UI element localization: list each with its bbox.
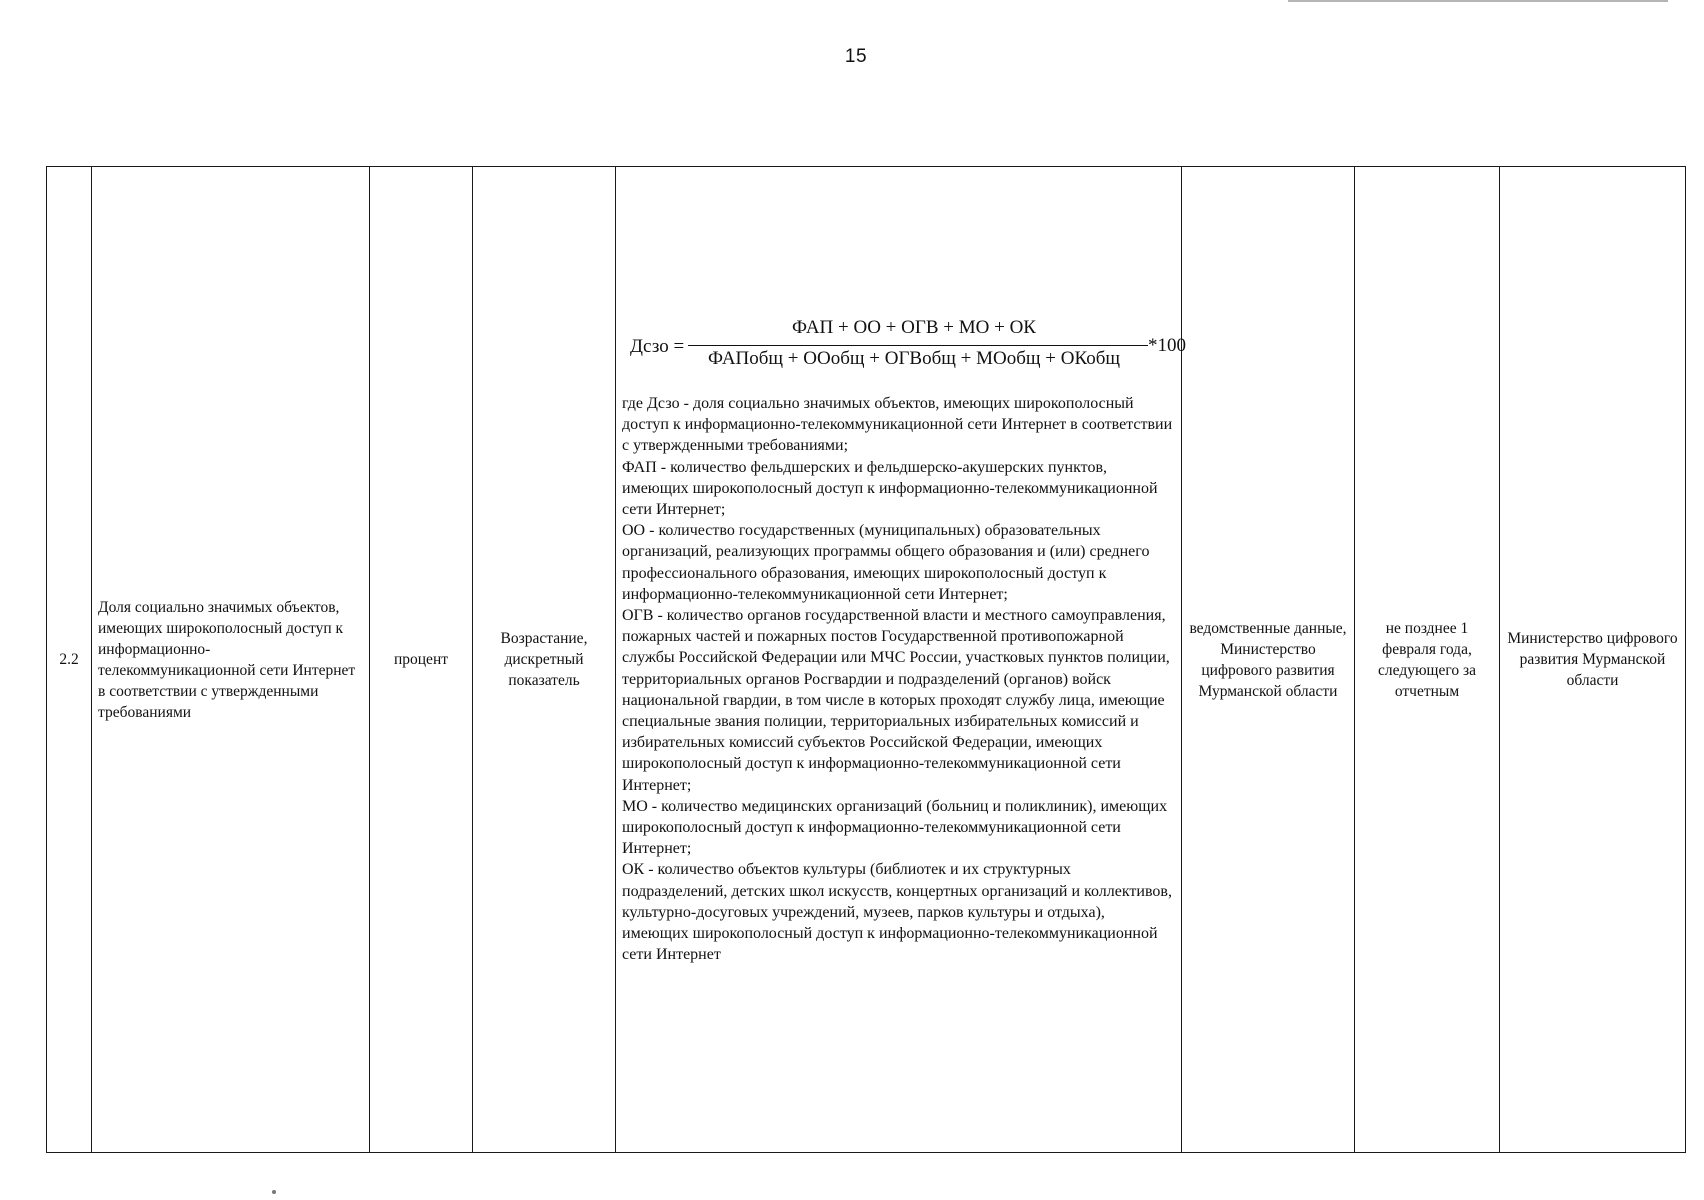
formula-definitions	[622, 393, 1175, 965]
page-number: 15	[844, 46, 868, 67]
definition-paragraph: МО - количество медицинских организаций (больниц и поликлиник), имеющих широкополосный доступ к информационно-телекоммуникационной сети Интернет;	[622, 797, 1168, 858]
indicator-table	[46, 166, 1686, 1153]
definition-paragraph: ОК - количество объектов культуры (библиотек и их структурных подразделений, детских школ искусств, концертных организаций и коллективов, культурно-досуговых учреждений, музеев, парков культуры и отдыха), имеющих широкополосный доступ к информационно-телекоммуникационной сети Интернет	[622, 861, 1172, 964]
deadline-cell: не позднее 1 февраля года, следующего за отчетным	[1355, 167, 1500, 1153]
formula	[630, 317, 1184, 377]
formula-lhs: Дсзо =	[630, 336, 685, 357]
indicator-name-cell: Доля социально значимых объектов, имеющих широкополосный доступ к информационно-телекоммуникационной сети Интернет в соответствии с утвержденными требованиями	[92, 167, 370, 1153]
definition-paragraph: ОГВ - количество органов государственной власти и местного самоуправления, пожарных частей и пожарных постов Государственной противопожарной службы Российской Федерации или МЧС России, участковых пунктов полиции, территориальных органов Росгвардии и подразделений (органов) войск национальной гвардии, в том числе в которых проходят службу лица, имеющие специальные звания полиции, территориальных избирательных комиссий и избирательных комиссий субъектов Российской Федерации, имеющих широкополосный доступ к информационно-телекоммуникационной сети Интернет;	[622, 607, 1170, 794]
data-source-cell: ведомственные данные, Министерство цифрового развития Мурманской области	[1182, 167, 1355, 1153]
scan-edge-mark	[1288, 0, 1668, 2]
formula-numerator: ФАП + ОО + ОГВ + МО + ОК	[792, 317, 1036, 338]
definition-paragraph: ОО - количество государственных (муниципальных) образовательных организаций, реализующих программы общего образования и (или) среднего профессионального образования, имеющих широкополосный доступ к информационно-телекоммуникационной сети Интернет;	[622, 522, 1150, 603]
formula-denominator: ФАПобщ + ООобщ + ОГВобщ + МОобщ + ОКобщ	[708, 348, 1120, 369]
stray-mark	[272, 1190, 276, 1194]
definition-paragraph: где Дсзо - доля социально значимых объектов, имеющих широкополосный доступ к информационно-телекоммуникационной сети Интернет в соответствии с утвержденными требованиями;	[622, 395, 1173, 455]
calculation-method-cell	[616, 167, 1186, 1153]
formula-multiplier: *100	[1148, 335, 1186, 356]
responsible-cell: Министерство цифрового развития Мурманской области	[1500, 167, 1686, 1153]
unit-cell: процент	[370, 167, 473, 1153]
trend-cell: Возрастание, дискретный показатель	[473, 167, 616, 1153]
row-number-cell: 2.2	[47, 167, 92, 1153]
fraction-line	[688, 345, 1148, 346]
definition-paragraph: ФАП - количество фельдшерских и фельдшерско-акушерских пунктов, имеющих широкополосный доступ к информационно-телекоммуникационной сети Интернет;	[622, 458, 1158, 519]
table-row	[47, 167, 1686, 1153]
